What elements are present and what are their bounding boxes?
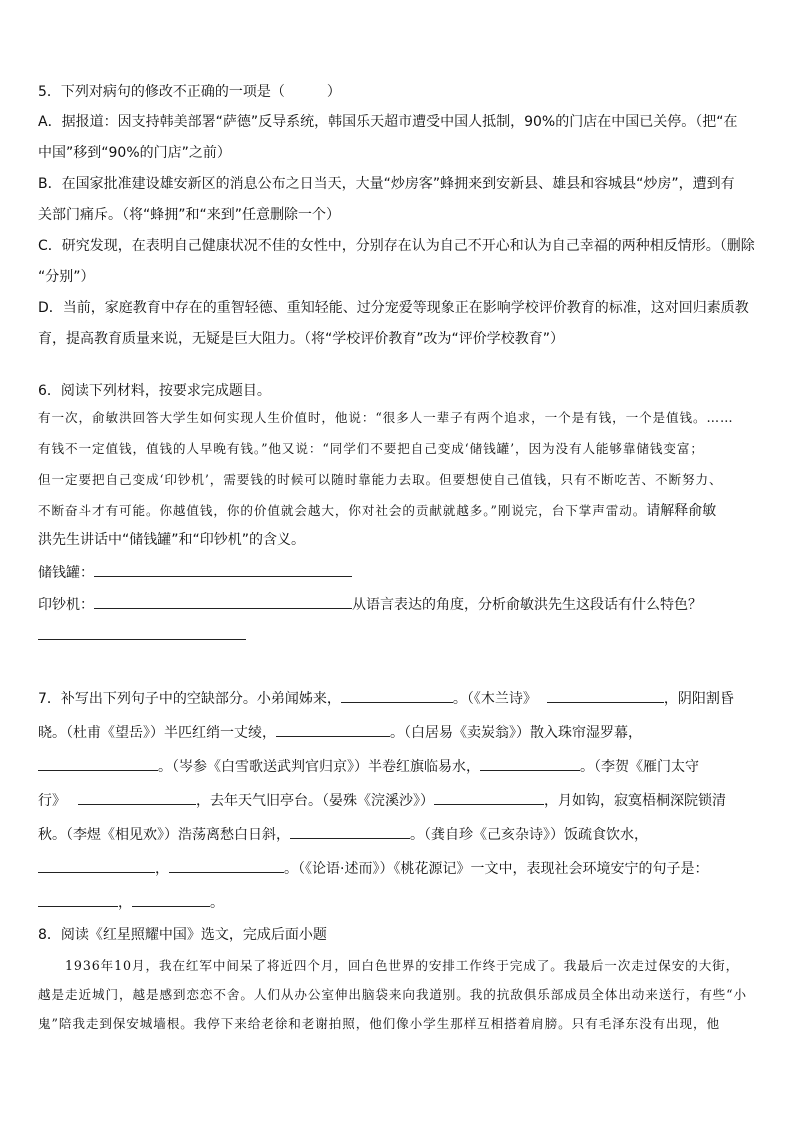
q8-passage-line1: 1936年10月，我在红军中间呆了将近四个月，回白色世界的安排工作终于完成了。我最后一次走过保安的大街， bbox=[38, 958, 740, 973]
q6-question1: 洪先生讲话中“储钱罐”和“印钞机”的含义。 bbox=[38, 532, 306, 548]
answer-blank[interactable] bbox=[38, 624, 246, 640]
q8-stem: 8．阅读《红星照耀中国》选文，完成后面小题 bbox=[38, 927, 327, 943]
question-5 bbox=[38, 82, 760, 350]
answer-blank[interactable] bbox=[78, 789, 196, 805]
q6-answer-chuqianguan bbox=[38, 561, 760, 584]
q6-material-line4-text: 不断奋斗才有可能。你越值钱，你的价值就会越大，你对社会的贡献就越多。”刚说完，台下掌声雷动。 bbox=[38, 503, 647, 518]
q6-question1-start: 请解释俞敏 bbox=[646, 503, 717, 519]
q7-line2 bbox=[38, 721, 760, 744]
q5-option-c-line2: “分别”） bbox=[38, 269, 95, 285]
answer-blank[interactable] bbox=[341, 687, 453, 703]
q7-line4 bbox=[38, 789, 760, 812]
q8-passage-line3: 鬼”陪我走到保安城墙根。我停下来给老徐和老谢拍照，他们像小学生那样互相搭着肩膀。只有毛泽东没有出现，他 bbox=[38, 1016, 721, 1031]
q7-line5 bbox=[38, 823, 760, 846]
q7-line7 bbox=[38, 891, 760, 914]
q7-text: ，阴阳割昏 bbox=[663, 691, 734, 707]
q7-text: 7．补写出下列句子中的空缺部分。小弟闻姊来， bbox=[38, 691, 341, 707]
q7-text: 行》 bbox=[38, 793, 66, 809]
q7-text: ，去年天气旧亭台。（晏殊《浣溪沙》） bbox=[196, 793, 434, 809]
q7-text: 。（白居易《卖炭翁》）散入珠帘湿罗幕， bbox=[390, 725, 642, 741]
answer-blank[interactable] bbox=[94, 593, 352, 609]
q7-text: 。（《论语·述而》）《桃花源记》一文中，表现社会环境安宁的句子是： bbox=[284, 861, 709, 877]
q6-material-line3: 但一定要把自己变成‘印钞机’，需要钱的时候可以随时靠能力去取。但要想使自己值钱，只有不断吃苦、不断努力、 bbox=[38, 472, 723, 487]
q6-label-chuqianguan: 储钱罐： bbox=[38, 565, 94, 581]
q6-material-line4 bbox=[38, 500, 760, 522]
answer-blank[interactable] bbox=[169, 857, 284, 873]
q5-option-d-line2: 育，提高教育质量来说，无疑是巨大阻力。（将“学校评价教育”改为“评价学校教育”） bbox=[38, 331, 565, 347]
q7-text: 。 bbox=[210, 895, 224, 911]
question-7 bbox=[38, 687, 760, 914]
q7-line1 bbox=[38, 687, 760, 710]
q6-stem: 6．阅读下列材料，按要求完成题目。 bbox=[38, 383, 271, 399]
q7-text: ， bbox=[118, 895, 132, 911]
q7-text: ， bbox=[155, 861, 169, 877]
answer-blank[interactable] bbox=[434, 789, 544, 805]
q5-option-c-line1: C．研究发现，在表明自己健康状况不佳的女性中，分别存在认为自己不开心和认为自己幸福的两种相反情形。（删除 bbox=[38, 238, 755, 254]
answer-blank[interactable] bbox=[276, 721, 390, 737]
answer-blank[interactable] bbox=[547, 687, 664, 703]
q7-line3 bbox=[38, 755, 760, 778]
q5-stem: 5．下列对病句的修改不正确的一项是（ ） bbox=[38, 84, 341, 100]
q7-text: 。（岑参《白雪歌送武判官归京》）半卷红旗临易水， bbox=[158, 759, 480, 775]
q5-option-a-line2: 中国”移到“90%的门店”之前） bbox=[38, 145, 231, 161]
q7-text: 晓。（杜甫《望岳》）半匹红绡一丈绫， bbox=[38, 725, 276, 741]
q5-option-d-line1: D．当前，家庭教育中存在的重智轻德、重知轻能、过分宠爱等现象正在影响学校评价教育的标准，这对回归素质教 bbox=[38, 300, 749, 316]
answer-blank[interactable] bbox=[94, 561, 352, 577]
answer-blank[interactable] bbox=[290, 823, 410, 839]
q6-material-line2: 有钱不一定值钱，值钱的人早晚有钱。”他又说：“同学们不要把自己变成‘储钱罐’，因为没有人能够靠储钱变富； bbox=[38, 441, 704, 456]
q7-line6 bbox=[38, 857, 760, 880]
answer-blank[interactable] bbox=[38, 857, 155, 873]
q7-text: 。（龚自珍《己亥杂诗》）饭疏食饮水， bbox=[410, 827, 648, 843]
q7-text: 秋。（李煜《相见欢》）浩荡离愁白日斜， bbox=[38, 827, 290, 843]
q7-text: 。（李贺《雁门太守 bbox=[580, 759, 699, 775]
question-6 bbox=[38, 381, 760, 647]
question-8 bbox=[38, 925, 760, 1034]
answer-blank[interactable] bbox=[38, 755, 158, 771]
q6-material-line1: 有一次，俞敏洪回答大学生如何实现人生价值时，他说：“很多人一辈子有两个追求，一个是有钱，一个是值钱。…… bbox=[38, 410, 734, 425]
answer-blank[interactable] bbox=[480, 755, 580, 771]
q7-text: ，月如钩，寂寞梧桐深院锁清 bbox=[544, 793, 726, 809]
q7-text: 。（《木兰诗》 bbox=[452, 691, 537, 707]
q6-answer-yinchaoji bbox=[38, 593, 760, 616]
q6-answer-line bbox=[38, 624, 760, 647]
q5-option-b-line2: 关部门痛斥。（将“蜂拥”和“来到”任意删除一个） bbox=[38, 207, 341, 223]
answer-blank[interactable] bbox=[132, 891, 210, 907]
q8-passage-line2: 越是走近城门，越是感到恋恋不舍。人们从办公室伸出脑袋来向我道别。我的抗敌俱乐部成员全体出动来送行，有些“小 bbox=[38, 987, 748, 1002]
answer-blank[interactable] bbox=[38, 891, 118, 907]
q5-option-a-line1: A．据报道：因支持韩美部署“萨德”反导系统，韩国乐天超市遭受中国人抵制，90%的门店在中国已关停。（把“在 bbox=[38, 114, 738, 130]
q5-option-b-line1: B．在国家批准建设雄安新区的消息公布之日当天，大量“炒房客”蜂拥来到安新县、雄县和容城县“炒房”，遭到有 bbox=[38, 176, 735, 192]
q6-label-yinchaoji: 印钞机： bbox=[38, 597, 94, 613]
q6-question2: 从语言表达的角度，分析俞敏洪先生这段话有什么特色？ bbox=[352, 597, 702, 613]
